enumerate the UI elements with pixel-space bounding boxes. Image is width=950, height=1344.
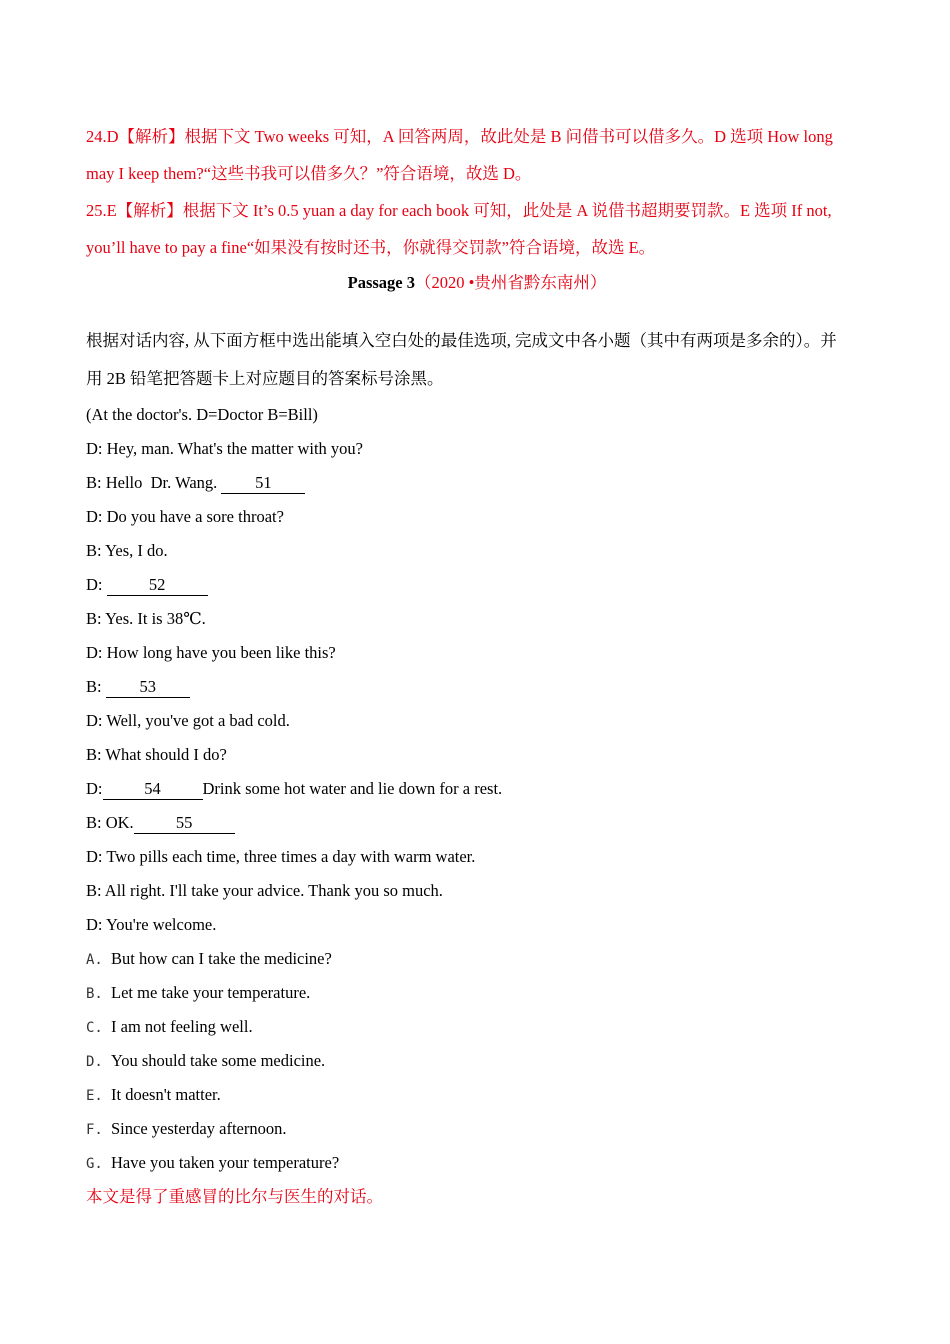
dialogue-line-text: B: [86, 677, 106, 696]
dialogue-line: D: Do you have a sore throat? [86, 507, 284, 526]
option-text: Since yesterday afternoon. [111, 1119, 287, 1138]
option-letter: D. [86, 1054, 103, 1070]
option-b [86, 976, 868, 1010]
option-text: I am not feeling well. [111, 1017, 253, 1036]
option-letter: A. [86, 952, 103, 968]
dialogue-line [86, 568, 868, 602]
option-e [86, 1078, 868, 1112]
dialogue-line-text: D: [86, 779, 103, 798]
dialogue-setting: (At the doctor's. D=Doctor B=Bill) [86, 405, 318, 424]
dialogue-line: B: Yes. It is 38℃. [86, 609, 206, 628]
answer-25-line-2: you’ll have to pay a fine“如果没有按时还书，你就得交罚款”符合语境，故选 E。 [86, 238, 656, 257]
option-d [86, 1044, 868, 1078]
dialogue-line [86, 670, 868, 704]
blank-54: 54 [103, 779, 203, 800]
instructions-line-2: 用 2B 铅笔把答题卡上对应题目的答案标号涂黑。 [86, 369, 444, 388]
option-text: But how can I take the medicine? [111, 949, 332, 968]
dialogue-line [86, 772, 868, 806]
option-text: Let me take your temperature. [111, 983, 311, 1002]
passage-title-bold: Passage 3 [347, 273, 415, 292]
dialogue-line: B: All right. I'll take your advice. Thank you so much. [86, 881, 443, 900]
answer-24-line-1: 24.D【解析】根据下文 Two weeks 可知，A 回答两周，故此处是 B 问借书可以借多久。D 选项 How long [86, 127, 833, 146]
dialogue-line-text: B: OK. [86, 813, 134, 832]
dialogue-line: D: Hey, man. What's the matter with you? [86, 439, 363, 458]
blank-53: 53 [106, 677, 190, 698]
passage-source: （2020 •贵州省黔东南州） [414, 273, 607, 292]
option-text: You should take some medicine. [111, 1051, 326, 1070]
option-a [86, 942, 868, 976]
option-letter: E. [86, 1088, 103, 1104]
dialogue-line-text: D: [86, 575, 107, 594]
dialogue-line: B: What should I do? [86, 745, 227, 764]
dialogue-line [86, 806, 868, 840]
dialogue-line: B: Yes, I do. [86, 541, 168, 560]
dialogue-line-text: Drink some hot water and lie down for a rest. [202, 779, 503, 798]
dialogue-line: D: You're welcome. [86, 915, 217, 934]
dialogue-line: D: How long have you been like this? [86, 643, 336, 662]
option-letter: B. [86, 986, 103, 1002]
answer-25-line-1: 25.E【解析】根据下文 It’s 0.5 yuan a day for each book 可知，此处是 A 说借书超期要罚款。E 选项 If not, [86, 201, 832, 220]
dialogue [86, 398, 868, 942]
blank-55: 55 [134, 813, 235, 834]
dialogue-line [86, 466, 868, 500]
instructions [86, 322, 868, 398]
option-c [86, 1010, 868, 1044]
option-letter: C. [86, 1020, 103, 1036]
option-letter: F. [86, 1122, 103, 1138]
option-g [86, 1146, 868, 1180]
option-text: It doesn't matter. [111, 1085, 221, 1104]
dialogue-line-text: B: Hello Dr. Wang. [86, 473, 222, 492]
blank-52: 52 [107, 575, 208, 596]
document-page [86, 118, 868, 1214]
option-text: Have you taken your temperature? [111, 1153, 340, 1172]
passage-title [86, 266, 868, 300]
options-list [86, 942, 868, 1180]
dialogue-line: D: Well, you've got a bad cold. [86, 711, 290, 730]
blank-51: 51 [221, 473, 305, 494]
answer-24-line-2: may I keep them?“这些书我可以借多久？”符合语境，故选 D。 [86, 164, 532, 183]
instructions-line-1: 根据对话内容, 从下面方框中选出能填入空白处的最佳选项, 完成文中各小题（其中有两项是多余的）。并 [86, 331, 837, 350]
option-letter: G. [86, 1156, 103, 1172]
dialogue-line: D: Two pills each time, three times a day with warm water. [86, 847, 476, 866]
passage-summary: 本文是得了重感冒的比尔与医生的对话。 [86, 1187, 383, 1206]
option-f [86, 1112, 868, 1146]
